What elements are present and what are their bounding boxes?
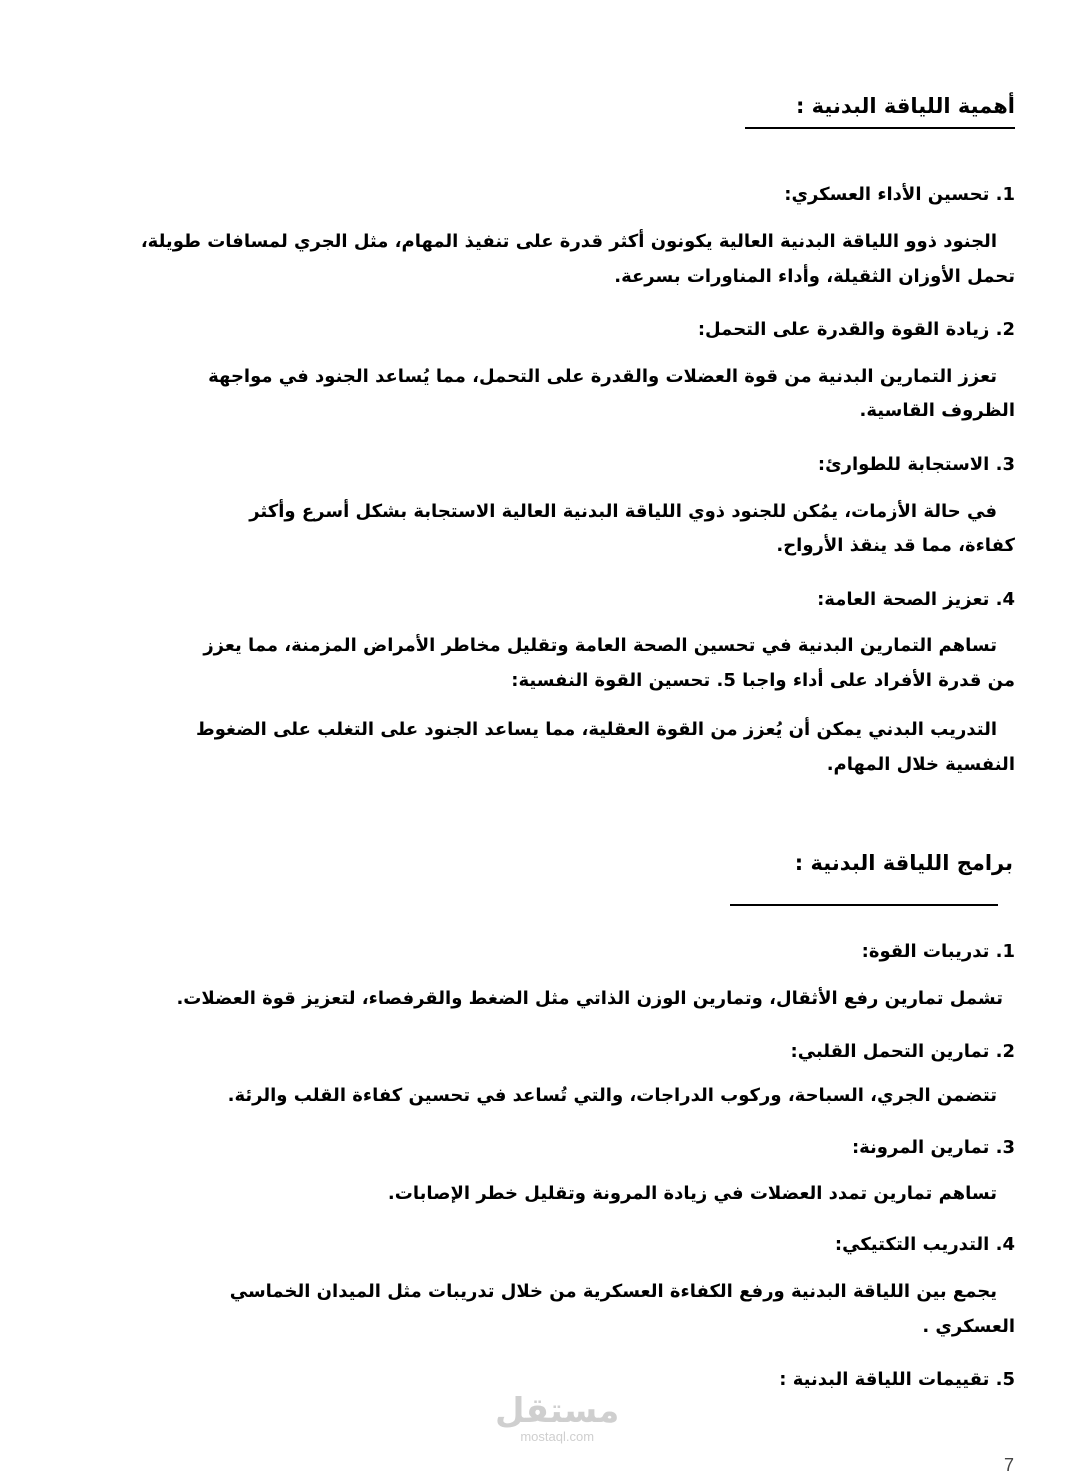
paragraph-line: تتضمن الجري، السباحة، وركوب الدراجات، والتي تُساعد في تحسين كفاءة القلب والرئة.: [227, 1085, 997, 1106]
watermark-arabic: مستقل: [495, 1391, 620, 1431]
item-heading: 4. التدريب التكتيكي:: [834, 1234, 1015, 1255]
paragraph-line: تشمل تمارين رفع الأثقال، وتمارين الوزن الذاتي مثل الضغط والقرفصاء، لتعزيز قوة العضلات.: [176, 988, 1003, 1009]
paragraph-line: في حالة الأزمات، يمُكن للجنود ذوي اللياقة البدنية العالية الاستجابة بشكل أسرع وأكثر: [249, 501, 997, 522]
item-heading: 2. تمارين التحمل القلبي:: [790, 1041, 1015, 1062]
item-heading: 3. تمارين المرونة:: [851, 1137, 1015, 1158]
title-underline: [745, 127, 1015, 129]
paragraph-line: تحمل الأوزان الثقيلة، وأداء المناورات بسرعة.: [614, 266, 1015, 287]
paragraph-line: التدريب البدني يمكن أن يُعزز من القوة العقلية، مما يساعد الجنود على التغلب على الضغوط: [196, 719, 997, 740]
paragraph-line: كفاءة، مما قد ينقذ الأرواح.: [776, 535, 1015, 556]
item-heading: 4. تعزيز الصحة العامة:: [817, 589, 1015, 610]
page-number: 7: [1004, 1455, 1015, 1475]
item-heading: 1. تحسين الأداء العسكري:: [784, 184, 1015, 205]
paragraph-line: من قدرة الأفراد على أداء واجبا 5. تحسين القوة النفسية:: [511, 670, 1015, 691]
item-heading: 5. تقييمات اللياقة البدنية :: [779, 1369, 1015, 1390]
section-title-programs: برامج اللياقة البدنية :: [794, 851, 1013, 875]
watermark-url: mostaql.com: [520, 1429, 595, 1444]
paragraph-line: تساهم تمارين تمدد العضلات في زيادة المرونة وتقليل خطر الإصابات.: [387, 1183, 997, 1204]
paragraph-line: الجنود ذوو اللياقة البدنية العالية يكونون أكثر قدرة على تنفيذ المهام، مثل الجري لمسافات طويلة،: [140, 231, 997, 252]
item-heading: 2. زيادة القوة والقدرة على التحمل:: [697, 319, 1015, 340]
item-heading: 3. الاستجابة للطوارئ:: [817, 454, 1015, 475]
paragraph-line: تساهم التمارين البدنية في تحسين الصحة العامة وتقليل مخاطر الأمراض المزمنة، مما يعزز: [203, 635, 997, 656]
watermark-logo: [495, 1393, 619, 1444]
paragraph-line: الظروف القاسية.: [859, 400, 1015, 421]
paragraph-line: يجمع بين اللياقة البدنية ورفع الكفاءة العسكرية من خلال تدريبات مثل الميدان الخماسي: [229, 1281, 997, 1302]
section-title-importance: أهمية اللياقة البدنية :: [795, 94, 1015, 118]
paragraph-line: العسكري .: [922, 1316, 1015, 1337]
paragraph-line: تعزز التمارين البدنية من قوة العضلات والقدرة على التحمل، مما يُساعد الجنود في مواجهة: [208, 366, 997, 387]
title-underline: [730, 904, 998, 906]
paragraph-line: النفسية خلال المهام.: [826, 754, 1015, 775]
item-heading: 1. تدريبات القوة:: [861, 941, 1015, 962]
